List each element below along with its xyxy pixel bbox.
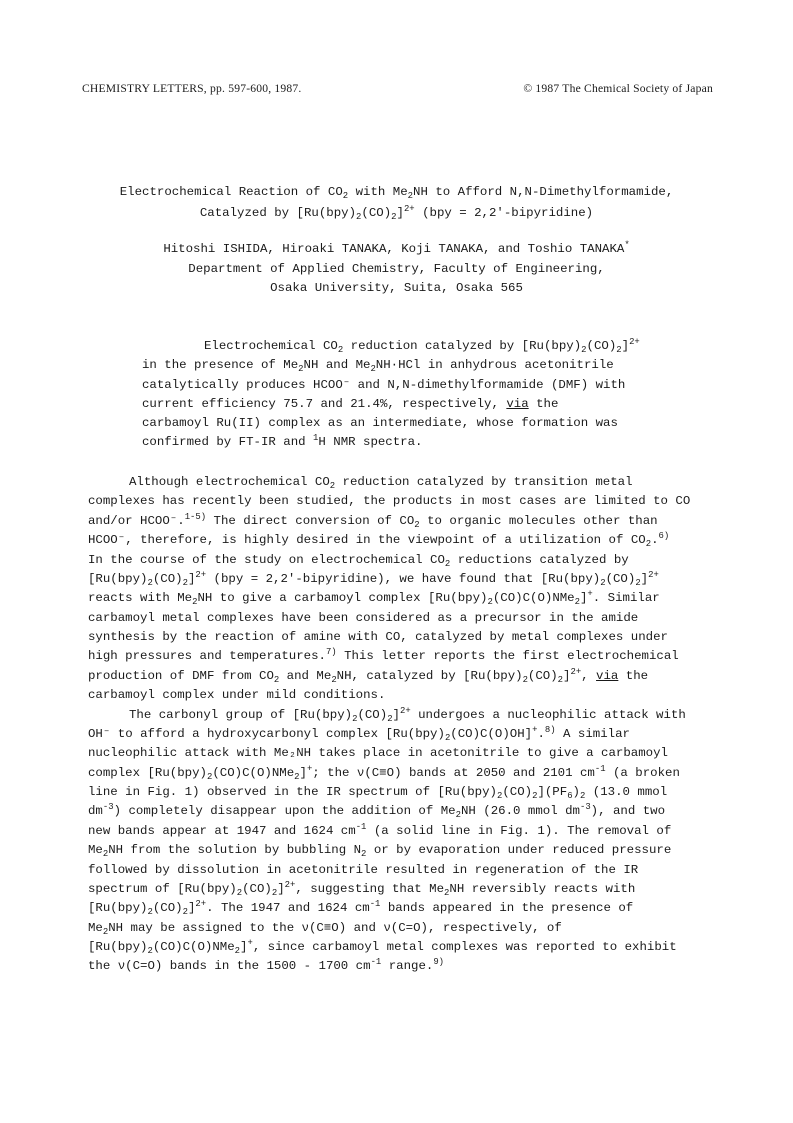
text-fragment: 2: [444, 732, 451, 743]
text-fragment: +: [306, 763, 313, 774]
text-fragment: (CO): [605, 571, 636, 586]
title-line-2: [0, 203, 793, 224]
abstract: [142, 337, 647, 453]
text-fragment: 2+: [648, 569, 659, 580]
text-fragment: 2: [356, 211, 362, 222]
text-fragment: ]: [579, 591, 588, 606]
text-fragment: -1: [355, 821, 367, 832]
text-fragment: . Similar: [592, 591, 660, 606]
text-fragment: production of DMF from CO: [88, 668, 274, 683]
text-fragment: carbamoyl Ru(II) complex as an intermediate, whose formation was: [142, 416, 618, 431]
text-fragment: (CO)C(O)NMe: [212, 765, 295, 780]
text-fragment: reduction catalyzed by transition metal: [335, 475, 633, 489]
text-fragment: 2: [102, 848, 109, 859]
text-fragment: NH to Afford N,N-Dimethylformamide,: [413, 185, 674, 199]
text-fragment: 2+: [284, 879, 296, 890]
text-fragment: (CO): [152, 571, 183, 586]
text-fragment: 2: [387, 713, 393, 724]
text-fragment: A similar: [555, 726, 630, 741]
text-fragment: OH⁻ to afford a hydroxycarbonyl complex [Ru(bpy): [88, 726, 445, 741]
text-fragment: NH from the solution by bubbling N: [108, 843, 362, 858]
text-fragment: (CO)C(O)OH]: [450, 726, 533, 741]
text-fragment: ) completely disappear upon the addition of Me: [113, 804, 456, 819]
text-fragment: catalytically produces HCOO⁻ and N,N-dimethylformamide (DMF) with: [142, 377, 626, 392]
text-fragment: -3: [102, 802, 114, 813]
text-fragment: the: [528, 396, 559, 411]
text-fragment: 2: [532, 790, 538, 801]
citation-ref: 8): [544, 724, 556, 735]
text-fragment: 2: [496, 790, 503, 801]
text-fragment: carbamoyl metal complexes have been considered as a precursor in the amide: [88, 610, 639, 625]
text-fragment: and/or HCOO⁻.: [88, 513, 185, 528]
text-fragment: NH, catalyzed by [Ru(bpy): [336, 668, 523, 683]
text-fragment: Me: [88, 920, 103, 935]
text-fragment: (bpy = 2,2'-bipyridine), we have found that [Ru(bpy): [206, 571, 601, 586]
text-fragment: the: [618, 668, 649, 683]
citation-ref: 1-5): [184, 511, 207, 522]
title-line-1: [0, 182, 793, 203]
corresponding-author-mark: *: [624, 240, 630, 251]
citation-ref: 6): [658, 531, 670, 542]
text-fragment: 2: [370, 364, 376, 375]
text-fragment: 2: [635, 577, 641, 588]
text-fragment: -1: [369, 899, 381, 910]
text-fragment: with Me: [348, 185, 408, 199]
text-fragment: in the presence of Me: [142, 358, 299, 373]
text-fragment: . The 1947 and 1624 cm: [206, 901, 370, 916]
affiliation-department: Department of Applied Chemistry, Faculty of Engineering,: [188, 261, 605, 276]
body-text: [88, 473, 706, 977]
text-fragment: 2: [294, 771, 300, 782]
text-fragment: 2: [298, 364, 304, 375]
text-fragment: 2: [102, 926, 109, 937]
text-fragment: -3: [579, 802, 591, 813]
text-fragment: .: [537, 726, 545, 741]
text-fragment: ]: [277, 881, 285, 896]
text-fragment: -1: [370, 957, 382, 968]
citation-ref: 9): [433, 957, 445, 968]
running-header: [82, 82, 713, 100]
text-fragment: ]: [187, 571, 196, 586]
text-fragment: 2: [616, 344, 622, 355]
text-fragment: spectrum of [Ru(bpy): [88, 881, 237, 896]
text-fragment: undergoes a nucleophilic attack with: [410, 707, 686, 722]
text-fragment: (CO): [152, 901, 183, 916]
text-fragment: (CO): [357, 707, 388, 722]
text-fragment: 2: [487, 597, 493, 608]
text-fragment: NH to give a carbamoyl complex [Ru(bpy): [197, 591, 488, 606]
text-fragment: reduction catalyzed by [Ru(bpy): [343, 339, 582, 353]
text-fragment: ]: [187, 901, 196, 916]
text-fragment: The direct conversion of CO: [206, 513, 415, 528]
text-fragment: 2: [337, 344, 344, 355]
abstract-text: [142, 337, 647, 453]
text-fragment: 2: [236, 887, 243, 898]
text-fragment: (CO): [242, 881, 272, 896]
text-fragment: (CO): [586, 339, 617, 353]
text-fragment: NH (26.0 mmol dm: [460, 804, 580, 819]
text-fragment: (a broken: [605, 765, 680, 780]
text-fragment: [Ru(bpy): [88, 901, 148, 916]
text-fragment: Electrochemical Reaction of CO: [119, 185, 343, 199]
text-fragment: 2: [234, 945, 241, 956]
paper-title: [0, 182, 793, 224]
text-fragment: 2: [414, 519, 420, 530]
text-fragment: 2: [574, 597, 580, 608]
text-fragment: 2: [206, 771, 213, 782]
text-fragment: (CO): [361, 206, 392, 220]
text-fragment: the ν(C=O) bands in the 1500 - 1700 cm: [88, 959, 371, 974]
text-fragment: range.: [381, 959, 434, 974]
text-fragment: NH may be assigned to the ν(C≡O) and ν(C=O), respectively, of: [108, 920, 562, 935]
text-fragment: ; the ν(C≡O) bands at 2050 and 2101 cm: [312, 765, 595, 780]
text-fragment: (13.0 mmol: [585, 785, 668, 799]
text-fragment: dm: [88, 804, 103, 819]
text-fragment: ]: [299, 765, 307, 780]
text-fragment: H NMR spectra.: [318, 435, 423, 450]
text-fragment: confirmed by FT-IR and: [142, 435, 314, 450]
author-names: [0, 240, 793, 260]
text-fragment: current efficiency 75.7 and 21.4%, respectively,: [142, 396, 507, 411]
text-fragment: reacts with Me: [88, 591, 193, 606]
text-fragment: 2: [391, 211, 397, 222]
text-fragment: via: [596, 668, 619, 683]
text-fragment: 2: [645, 538, 652, 549]
text-fragment: ]: [621, 339, 630, 353]
text-fragment: nucleophilic attack with Me₂NH takes place in acetonitrile to give a carbamoyl: [88, 746, 668, 761]
text-fragment: bands appeared in the presence of: [380, 901, 634, 916]
text-fragment: 2: [147, 577, 153, 588]
text-fragment: 2: [273, 674, 280, 685]
text-fragment: via: [506, 396, 529, 411]
text-fragment: 2: [581, 344, 587, 355]
text-fragment: -1: [594, 763, 606, 774]
text-fragment: +: [247, 938, 253, 949]
text-fragment: new bands appear at 1947 and 1624 cm: [88, 823, 356, 838]
text-fragment: 2+: [399, 705, 411, 716]
text-fragment: ]: [240, 940, 248, 954]
text-fragment: ,: [581, 668, 597, 683]
text-fragment: ]: [392, 707, 400, 722]
text-fragment: 1: [313, 433, 319, 444]
text-fragment: HCOO⁻, therefore, is highly desired in the viewpoint of a utilization of CO: [88, 533, 646, 548]
affiliation-university: Osaka University, Suita, Osaka 565: [270, 281, 523, 295]
text-fragment: Although electrochemical CO: [129, 475, 330, 489]
text-fragment: 2: [182, 907, 188, 918]
text-fragment: Electrochemical CO: [204, 339, 338, 353]
text-fragment: 2: [147, 907, 153, 918]
text-fragment: 2: [352, 713, 358, 724]
text-fragment: 6: [567, 790, 573, 801]
text-fragment: 2: [361, 848, 367, 859]
citation-ref: 7): [325, 647, 337, 658]
text-fragment: 2: [557, 674, 564, 685]
text-fragment: (bpy = 2,2'-bipyridine): [414, 206, 594, 220]
text-fragment: 2: [407, 190, 414, 201]
text-fragment: This letter reports the first electrochemical: [336, 649, 679, 664]
text-fragment: , suggesting that Me: [295, 881, 445, 896]
text-fragment: 2: [522, 674, 528, 685]
text-fragment: ]: [640, 571, 649, 586]
text-fragment: [Ru(bpy): [88, 571, 148, 586]
text-fragment: (CO)C(O)NMe: [492, 591, 575, 606]
text-fragment: carbamoyl complex under mild conditions.: [88, 688, 386, 703]
text-fragment: NH·HCl in anhydrous acetonitrile: [375, 358, 614, 373]
text-fragment: complexes has recently been studied, the products in most cases are limited to CO: [88, 494, 691, 509]
text-fragment: 2: [342, 190, 349, 201]
text-fragment: +: [587, 589, 593, 600]
text-fragment: Hitoshi ISHIDA, Hiroaki TANAKA, Koji TANAKA, and Toshio TANAKA: [163, 242, 625, 256]
text-fragment: to organic molecules other than: [419, 513, 658, 528]
paragraph-2: [88, 706, 706, 977]
text-fragment: 2+: [403, 204, 415, 215]
text-fragment: ]: [563, 668, 571, 683]
text-fragment: The carbonyl group of [Ru(bpy): [129, 707, 353, 722]
text-fragment: 2: [271, 887, 278, 898]
text-fragment: 2+: [195, 569, 207, 580]
text-fragment: Me: [88, 843, 103, 858]
text-fragment: ), and two: [590, 804, 666, 819]
text-fragment: , since carbamoyl metal complexes was reported to exhibit: [252, 940, 677, 954]
text-fragment: ](PF: [537, 785, 568, 799]
text-fragment: high pressures and temperatures.: [88, 649, 326, 664]
text-fragment: 2: [600, 577, 606, 588]
author-block: [0, 240, 793, 299]
paragraph-1: Although electrochemical $CO_2$ reduction catalyzed by transition metal complexes has recently been studied, the products in most cases are limited to CO and/or HCOO⁻.$^{1-5)}$ The direct conversion of $CO_2$ to organic molecules other than HCOO⁻, therefore, is highly desired in the viewpoint of a utilization of $CO_2.^{6)}$ In the course of the study on electrochemical $CO_2$ reductions catalyzed by $[Ru(bpy)_2(CO)_2]^{2+}$ (bpy = 2,2'-bipyridine), we have found that $[Ru(bpy)_2(CO)_2]^{2+}$ reacts with $Me_2NH$ to give a carbamoyl complex $[Ru(bpy)_2(CO)C(O)NMe_2]^+$. Similar carbamoyl metal complexes have been considered as a precursor in the amide synthesis by the reaction of amine with CO, catalyzed by metal complexes under high pressures and temperatures.$^{7)}$ This letter reports the first electrochemical production of DMF from $CO_2$ and $Me_2NH$, catalyzed by $[Ru(bpy)_2(CO)_2]^{2+}$, via the carbamoyl complex under mild conditions.: [88, 475, 691, 703]
text-fragment: 2: [331, 674, 337, 685]
text-fragment: 2+: [195, 899, 207, 910]
text-fragment: Catalyzed by [Ru(bpy): [199, 206, 357, 220]
text-fragment: line in Fig. 1) observed in the IR spectrum of [Ru(bpy): [88, 785, 497, 799]
text-fragment: complex [Ru(bpy): [88, 765, 207, 780]
text-fragment: 2: [192, 597, 198, 608]
text-fragment: ]: [396, 206, 404, 220]
text-fragment: 2+: [570, 666, 582, 677]
text-fragment: (CO): [527, 668, 558, 683]
text-fragment: 2: [147, 945, 153, 956]
text-fragment: followed by dissolution in acetonitrile resulted in regeneration of the IR: [88, 862, 639, 877]
text-fragment: or by evaporation under reduced pressure: [366, 843, 672, 858]
text-fragment: [Ru(bpy): [88, 940, 148, 954]
text-fragment: NH reversibly reacts with: [449, 881, 636, 896]
text-fragment: (a solid line in Fig. 1). The removal of: [366, 823, 672, 838]
journal-citation: CHEMISTRY LETTERS, pp. 597-600, 1987.: [82, 82, 302, 95]
text-fragment: 2: [444, 887, 450, 898]
copyright-notice: © 1987 The Chemical Society of Japan: [523, 82, 713, 95]
text-fragment: synthesis by the reaction of amine with CO, catalyzed by metal complexes under: [88, 630, 668, 644]
text-fragment: 2: [329, 480, 336, 491]
text-fragment: 2+: [629, 337, 640, 348]
text-fragment: (CO)C(O)NMe: [152, 940, 235, 954]
text-fragment: 2: [455, 810, 461, 821]
text-fragment: In the course of the study on electrochemical CO: [88, 552, 445, 567]
text-fragment: and Me: [279, 668, 332, 683]
text-fragment: ): [572, 785, 580, 799]
text-fragment: 2: [444, 558, 451, 569]
text-fragment: +: [532, 724, 538, 735]
text-fragment: NH and Me: [303, 358, 371, 373]
text-fragment: (CO): [502, 785, 533, 799]
text-fragment: 2: [579, 790, 586, 801]
text-fragment: 2: [182, 577, 188, 588]
text-fragment: reductions catalyzed by: [450, 552, 629, 567]
